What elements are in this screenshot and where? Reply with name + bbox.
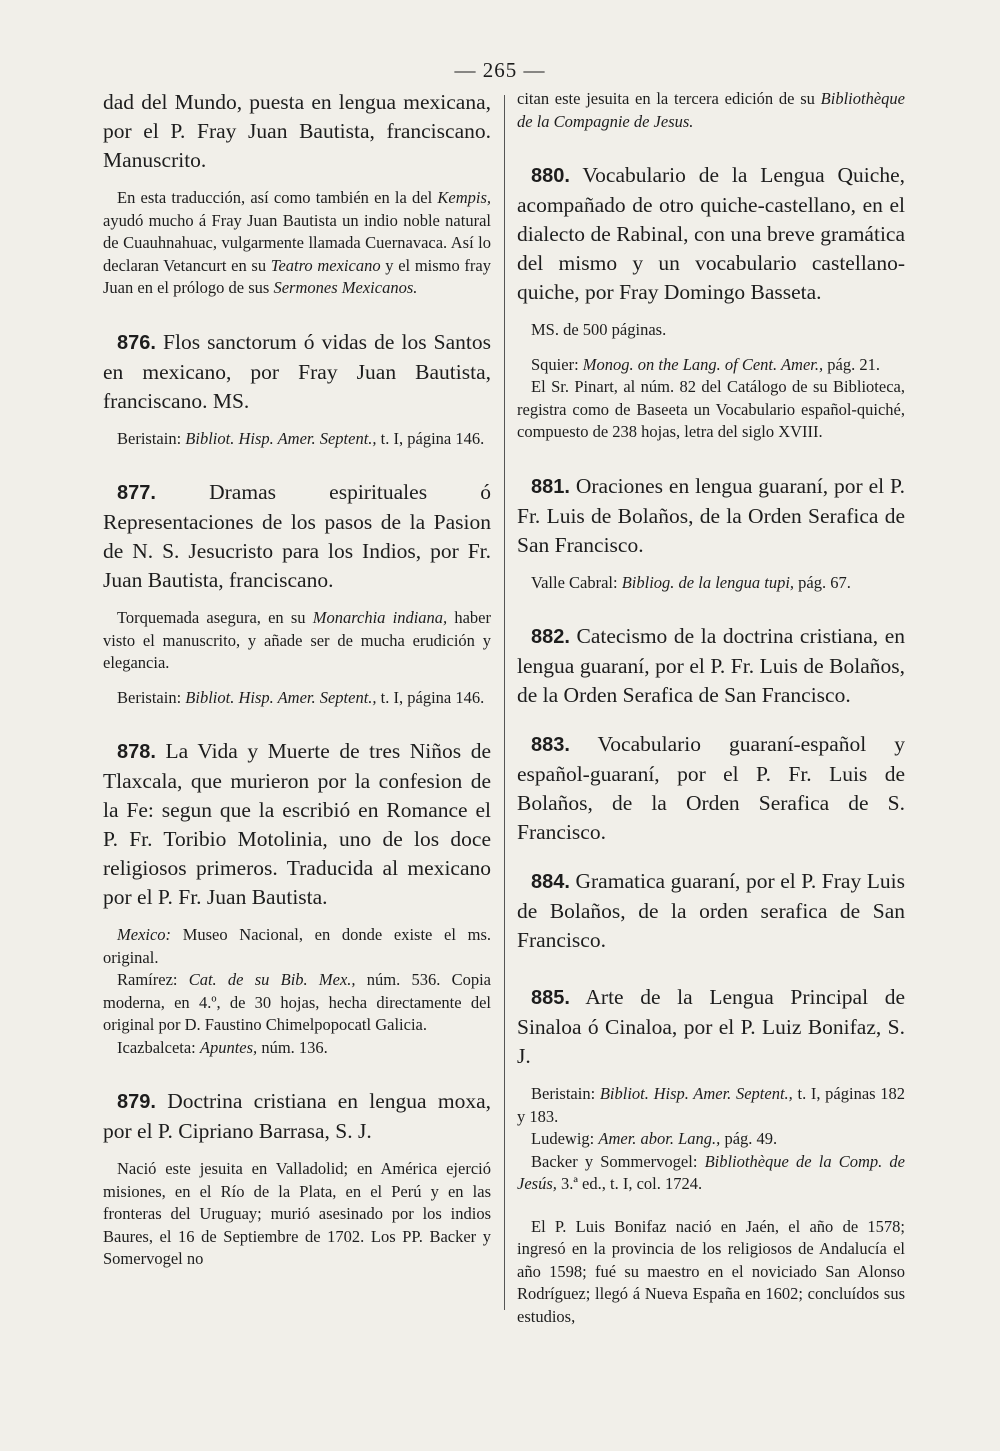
entry-title: Gramatica guaraní, por el P. Fray Luis de Bolaños, de la orden serafica de San Francisco. [517,869,905,952]
entry-reference: Backer y Sommervogel: Bibliothèque de la Comp. de Jesús, 3.ª ed., t. I, col. 1724. [517,1151,905,1193]
entry-reference: Icazbalceta: Apuntes, núm. 136. [117,1037,328,1057]
entry-883 [517,730,905,847]
entry-reference: Ramírez: Cat. de su Bib. Mex., núm. 536. Copia moderna, en 4.º, de 30 hojas, hecha directamente del original por D. Faustino Chimelpopocatl Galicia. [103,970,491,1034]
entry-reference: Beristain: Bibliot. Hisp. Amer. Septent., t. I, página 146. [117,687,485,707]
entry-title: Oraciones en lengua guaraní, por el P. Fr. Luis de Bolaños, de la Orden Serafica de San Francisco. [517,473,905,557]
entry-title: Doctrina cristiana en lengua moxa, por el P. Cipriano Barrasa, S. J. [103,1089,491,1143]
entry-880 [517,161,905,444]
entry-reference: Squier: Monog. on the Lang. of Cent. Amer., pág. 21. [531,354,880,374]
entry-title: Catecismo de la doctrina cristiana, en lengua guaraní, por el P. Fr. Luis de Bolaños, de la Orden Serafica de San Francisco. [517,624,905,707]
entry-note: En esta traducción, así como también en la del Kempis, ayudó mucho á Fray Juan Bautista un indio noble natural de Cuauhnahuac, vulgarmente llamada Cuernavaca. Así lo declaran Vetancurt en su Teatro mexicano y el mismo fray Juan en el prólogo de sus Sermones Mexicanos. [103,188,491,297]
entry-reference: Beristain: Bibliot. Hisp. Amer. Septent., t. I, páginas 182 y 183. [517,1084,906,1126]
entry-885 [517,983,905,1328]
entry-878 [103,737,491,1059]
continued-note: citan este jesuita en la tercera edición de su Bibliothèque de la Compagnie de Jesus. [517,89,905,131]
entry-title: La Vida y Muerte de tres Niños de Tlaxcala, que murieron por la confesion de la Fe: segun que la escribió en Romance el P. Fr. Toribio Motolinia, uno de los doce religiosos primeros. Traducida al mexicano por el P. Fr. Juan Bautista. [103,739,491,909]
entry-title: Flos sanctorum ó vidas de los Santos en mexicano, por Fray Juan Bautista, franciscano. MS. [103,329,491,413]
column-divider [504,95,505,1310]
entry-879 [103,1087,491,1271]
entry-number: 885. [531,987,570,1009]
entry-title: Dramas espirituales ó Representaciones de los pasos de la Pasion de N. S. Jesucristo para los Indios, por Fr. Juan Bautista, franciscano. [103,480,491,592]
entry-877 [103,478,491,709]
entry-title: Arte de la Lengua Principal de Sinaloa ó Cinaloa, por el P. Luiz Bonifaz, S. J. [517,985,905,1068]
entry-reference: El Sr. Pinart, al núm. 82 del Catálogo de su Biblioteca, registra como de Baseeta un Vocabulario español-quiché, compuesto de 238 hojas, letra del siglo XVIII. [517,377,905,441]
entry-note: Torquemada asegura, en su Monarchia indiana, haber visto el manuscrito, y añade ser de mucha erudición y elegancia. [103,608,491,672]
entry-881 [517,472,905,595]
entry-note: El P. Luis Bonifaz nació en Jaén, el año de 1578; ingresó en la provincia de los religiosos de Andalucía el año 1598; fué su maestro en el noviciado San Alonso Rodríguez; llegó á Nueva España en 1602; concluídos sus estudios, [517,1216,905,1326]
entry-reference: Beristain: Bibliot. Hisp. Amer. Septent., t. I, página 146. [117,428,485,448]
continued-entry-text: dad del Mundo, puesta en lengua mexicana, por el P. Fray Juan Bautista, franciscano. Manuscrito. [103,90,491,172]
entry-number: 878. [117,741,156,763]
entry-title: Vocabulario de la Lengua Quiche, acompañado de otro quiche-castellano, en el dialecto de Rabinal, con una breve gramática del mismo y un vocabulario castellano-quiche, por Fray Domingo Basseta. [517,163,905,304]
entry-reference: Mexico: Museo Nacional, en donde existe el ms. original. [103,925,491,967]
entry-number: 879. [117,1091,156,1113]
entry-note: Nació este jesuita en Valladolid; en América ejerció misiones, en el Río de la Plata, en el Perú y en las fronteras del Uruguay; murió asesinado por los indios Baures, el 16 de Septiembre de 1702. Los PP. Backer y Somervogel no [103,1159,491,1268]
entry-number: 880. [531,165,570,187]
entry-title: Vocabulario guaraní-español y español-guaraní, por el P. Fr. Luis de Bolaños, de la Orden Serafica de S. Francisco. [517,732,905,844]
right-column [517,88,905,1328]
page-number: — 265 — [454,58,546,82]
entry-number: 876. [117,331,156,354]
entry-876 [103,328,491,451]
entry-number: 884. [531,871,570,893]
entry-number: 881. [531,475,570,498]
entry-reference: Ludewig: Amer. abor. Lang., pág. 49. [531,1129,778,1148]
entry-number: 883. [531,734,570,756]
entry-884 [517,867,905,955]
entry-number: 877. [117,482,156,504]
entry-reference: Valle Cabral: Bibliog. de la lengua tupi, pág. 67. [531,572,851,592]
entry-number: 882. [531,626,570,648]
left-column [103,88,491,1271]
entry-ms-note: MS. de 500 páginas. [531,320,667,339]
entry-882 [517,622,905,710]
